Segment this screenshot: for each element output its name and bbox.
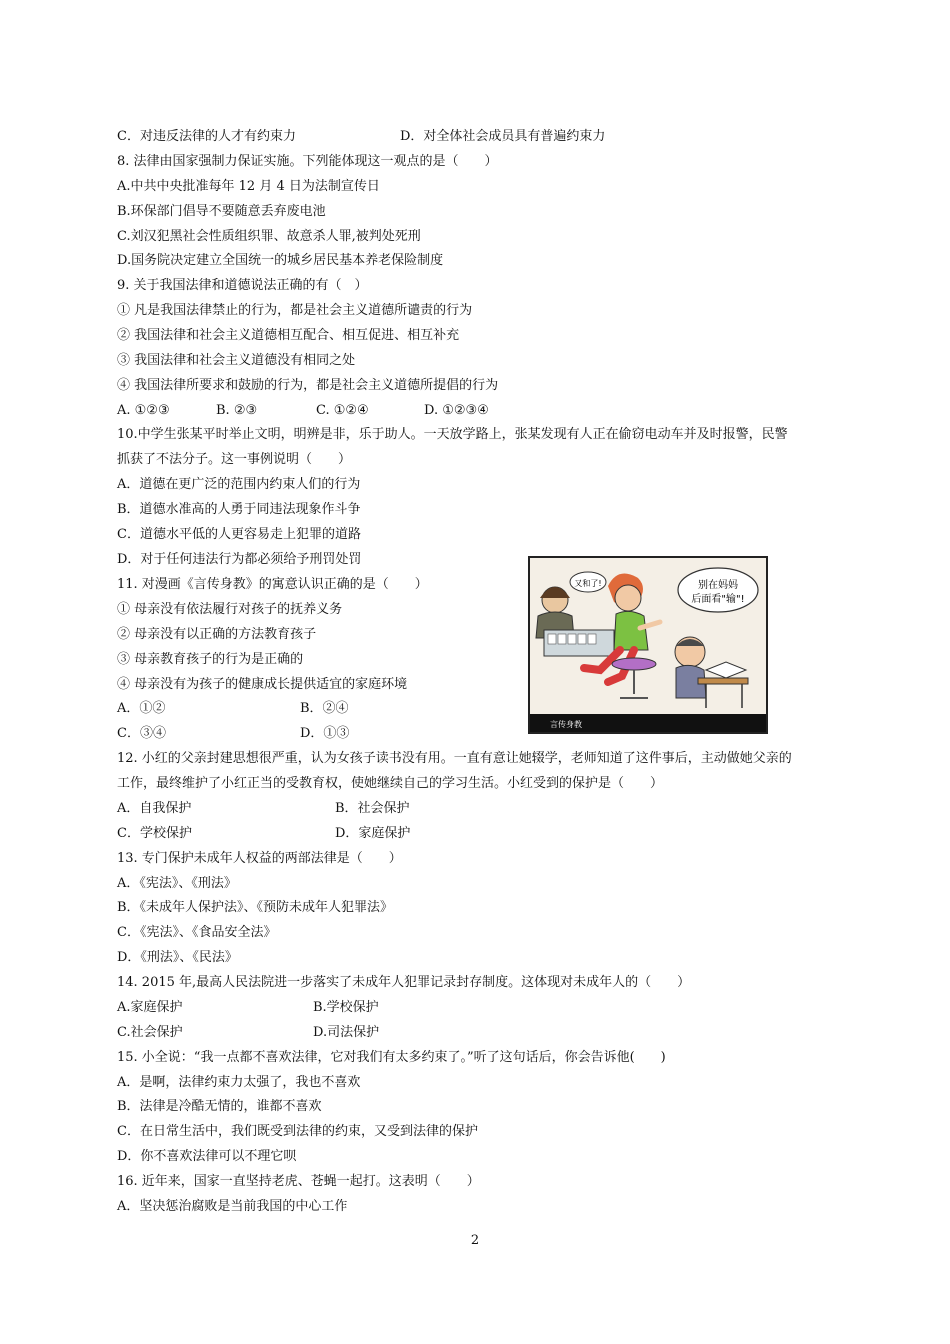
q12-option-b: B．社会保护: [335, 801, 410, 816]
q8-option-b: B.环保部门倡导不要随意丢弃废电池: [117, 204, 326, 219]
q15-option-a: A．是啊，法律约束力太强了，我也不喜欢: [117, 1075, 361, 1090]
q15-stem: 15. 小全说：“我一点都不喜欢法律，它对我们有太多约束了。”听了这句话后，你会告诉他( ): [117, 1050, 666, 1065]
q10-stem-2: 抓获了不法分子。这一事例说明（ ）: [117, 452, 352, 467]
q11-item-2: ② 母亲没有以正确的方法教育孩子: [117, 627, 317, 642]
q15-option-c: C．在日常生活中，我们既受到法律的约束，又受到法律的保护: [117, 1124, 478, 1139]
q14-option-d: D.司法保护: [313, 1025, 380, 1040]
q16-option-a: A．坚决惩治腐败是当前我国的中心工作: [117, 1199, 348, 1214]
q12-option-a: A．自我保护: [117, 801, 192, 816]
q14-stem: 14. 2015 年,最高人民法院进一步落实了未成年人犯罪记录封存制度。这体现对未成年人的（ ）: [117, 975, 691, 990]
cartoon-drawing: [530, 558, 766, 732]
q12-stem-1: 12. 小红的父亲封建思想很严重，认为女孩子读书没有用。一直有意让她辍学，老师知道了这件事后，主动做她父亲的: [117, 751, 792, 766]
q14-option-b: B.学校保护: [313, 1000, 379, 1015]
q11-option-b: B．②④: [300, 701, 349, 716]
q12-option-d: D．家庭保护: [335, 826, 411, 841]
q11-options-row-1: [117, 700, 349, 718]
q9-stem: 9. 关于我国法律和道德说法正确的有（ ）: [117, 278, 368, 293]
q8-stem: 8. 法律由国家强制力保证实施。下列能体现这一观点的是（ ）: [117, 154, 498, 169]
q15-option-d: D．你不喜欢法律可以不理它呗: [117, 1149, 297, 1164]
q12-options-row-1: [117, 800, 410, 818]
q10-option-c: C．道德水平低的人更容易走上犯罪的道路: [117, 527, 361, 542]
q8-option-a: A.中共中央批准每年 12 月 4 日为法制宣传日: [117, 179, 380, 194]
cartoon-caption: 言传身教: [550, 720, 582, 729]
q14-options-row-2: [117, 1024, 380, 1042]
q13-option-d: D．《刑法》、《民法》: [117, 950, 238, 965]
cartoon-bubble-right-line-2: 后面看"输"!: [691, 594, 745, 605]
q12-options-row-2: [117, 825, 411, 843]
q14-options-row-1: [117, 999, 379, 1017]
q7-option-c: C．对违反法律的人才有约束力: [117, 129, 296, 144]
q9-item-3: ③ 我国法律和社会主义道德没有相同之处: [117, 353, 356, 368]
q10-option-d: D．对于任何违法行为都必须给予刑罚处罚: [117, 552, 362, 567]
q9-option-d: D. ①②③④: [424, 403, 489, 418]
cartoon-illustration: [528, 556, 768, 734]
q13-stem: 13. 专门保护未成年人权益的两部法律是（ ）: [117, 851, 402, 866]
q11-item-3: ③ 母亲教育孩子的行为是正确的: [117, 652, 304, 667]
q10-option-a: A．道德在更广泛的范围内约束人们的行为: [117, 477, 361, 492]
q15-option-b: B．法律是冷酷无情的，谁都不喜欢: [117, 1099, 322, 1114]
cartoon-bubble-right-line-1: 别在妈妈: [698, 580, 738, 591]
q12-option-c: C．学校保护: [117, 826, 192, 841]
q11-options-row-2: [117, 725, 350, 743]
q9-item-4: ④ 我国法律所要求和鼓励的行为，都是社会主义道德所提倡的行为: [117, 378, 499, 393]
q13-option-a: A．《宪法》、《刑法》: [117, 876, 237, 891]
q11-option-c: C．③④: [117, 726, 166, 741]
q11-option-a: A．①②: [117, 701, 166, 716]
q13-option-b: B．《未成年人保护法》、《预防未成年人犯罪法》: [117, 900, 394, 915]
q9-option-a: A. ①②③: [117, 403, 170, 418]
q9-option-c: C. ①②④: [316, 403, 369, 418]
q11-stem: 11. 对漫画《言传身教》的寓意认识正确的是（ ）: [117, 577, 428, 592]
q14-option-c: C.社会保护: [117, 1025, 183, 1040]
q11-option-d: D．①③: [300, 726, 350, 741]
q16-stem: 16. 近年来，国家一直坚持老虎、苍蝇一起打。这表明（ ）: [117, 1174, 480, 1189]
q9-item-1: ① 凡是我国法律禁止的行为，都是社会主义道德所谴责的行为: [117, 303, 473, 318]
q9-item-2: ② 我国法律和社会主义道德相互配合、相互促进、相互补充: [117, 328, 460, 343]
q7-option-d: D．对全体社会成员具有普遍约束力: [400, 129, 606, 144]
q12-stem-2: 工作，最终维护了小红正当的受教育权，使她继续自己的学习生活。小红受到的保护是（ ）: [117, 776, 664, 791]
q8-option-d: D.国务院决定建立全国统一的城乡居民基本养老保险制度: [117, 253, 444, 268]
q11-item-4: ④ 母亲没有为孩子的健康成长提供适宜的家庭环境: [117, 677, 408, 692]
page-number: 2: [470, 1233, 480, 1248]
q10-option-b: B．道德水准高的人勇于同违法现象作斗争: [117, 502, 361, 517]
q8-option-c: C.刘汉犯黑社会性质组织罪、故意杀人罪,被判处死刑: [117, 229, 421, 244]
cartoon-bubble-left: 又和了!: [574, 579, 602, 588]
q9-options-row: [117, 402, 489, 420]
q13-option-c: C．《宪法》、《食品安全法》: [117, 925, 277, 940]
q10-stem-1: 10.中学生张某平时举止文明，明辨是非，乐于助人。一天放学路上，张某发现有人正在偷窃电动车并及时报警，民警: [117, 427, 788, 442]
q11-item-1: ① 母亲没有依法履行对孩子的抚养义务: [117, 602, 343, 617]
q14-option-a: A.家庭保护: [117, 1000, 183, 1015]
q7-options-row: [117, 128, 606, 146]
q9-option-b: B. ②③: [216, 403, 258, 418]
